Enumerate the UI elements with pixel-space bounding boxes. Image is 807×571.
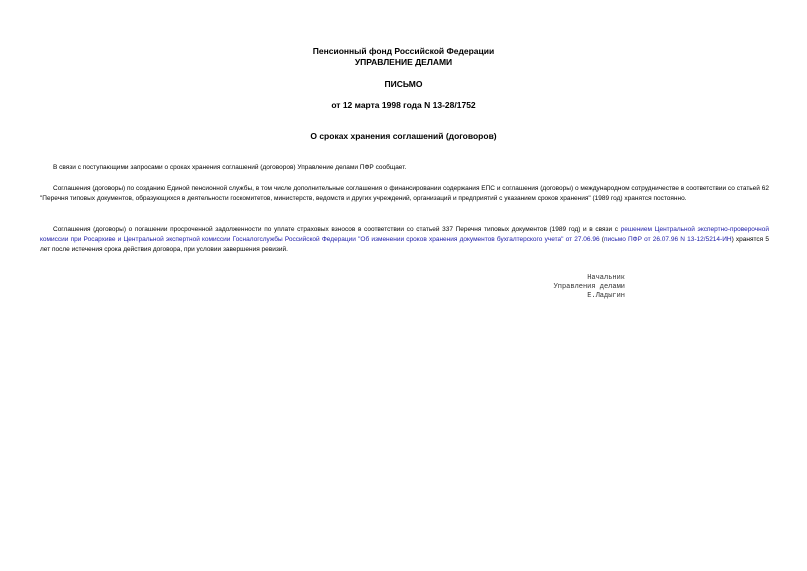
signature-block bbox=[520, 274, 625, 301]
paragraph-2-text: Соглашения (договоры) по созданию Единой пенсионной службы, в том числе дополнительные соглашения о финансировании содержания ЕПС и соглашения (договоры) о международном сотрудничестве в соответствии со статьей 62 "Перечня типовых документов, образующихся в деятельности госкомитетов, министерств, ведомств и других учреждений, организаций и предприятий с указанием сроков хранения" (1989 год) хранятся постоянно. bbox=[40, 185, 769, 203]
signature-department: Управления делами bbox=[553, 283, 625, 291]
decision-link[interactable]: решением Центральной экспертно-проверочной комиссии при Росархиве и Центральной экспертной комиссии Госналогслужбы Российской Федерации "Об изменении сроков хранения документов бухгалтерского учета" от 27.06.96 bbox=[40, 226, 769, 244]
paragraph-2 bbox=[40, 184, 769, 204]
paragraph-3-text-a: Соглашения (договоры) о погашении просроченной задолженности по уплате страховых взносов в соответствии со статьей 337 Перечня типовых документов (1989 год) и в связи с bbox=[53, 226, 621, 233]
paragraph-3 bbox=[40, 225, 769, 256]
paragraph-3-text-c: ) хранятся 5 лет после истечения срока действия договора, при условии завершения ревизий. bbox=[40, 236, 770, 254]
doc-type: ПИСЬМО bbox=[384, 79, 423, 89]
doc-subject: О сроках хранения соглашений (договоров) bbox=[310, 131, 497, 141]
paragraph-1-text: В связи с поступающими запросами о сроках хранения соглашений (договоров) Управление делами ПФР сообщает. bbox=[53, 164, 407, 171]
signature-position: Начальник bbox=[587, 274, 625, 282]
paragraph-1 bbox=[40, 163, 769, 173]
pfr-letter-link[interactable]: письмо ПФР от 26.07.96 N 13-12/5214-ИН bbox=[603, 236, 732, 244]
doc-date-number: от 12 марта 1998 года N 13-28/1752 bbox=[331, 100, 476, 110]
org-name: Пенсионный фонд Российской Федерации bbox=[312, 46, 495, 56]
paragraph-3-text-b: ( bbox=[599, 236, 604, 244]
org-department: УПРАВЛЕНИЕ ДЕЛАМИ bbox=[354, 57, 453, 67]
signature-name: Е.Ладыгин bbox=[587, 292, 625, 300]
